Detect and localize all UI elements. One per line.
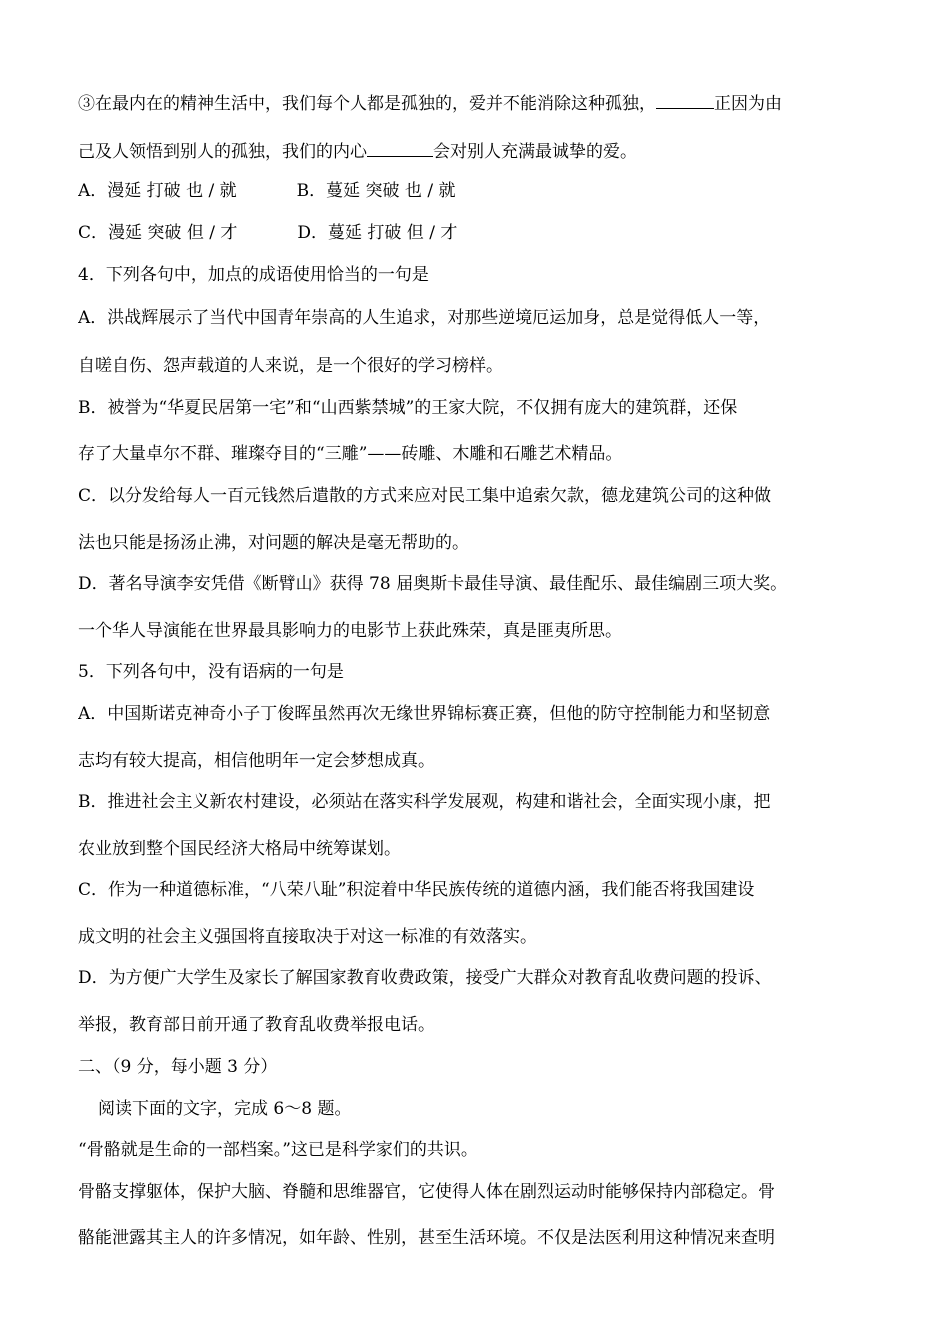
q4-option-c-line2: 法也只能是扬汤止沸，对问题的解决是毫无帮助的。 [78,533,469,553]
q4-option-a-line1: A．洪战辉展示了当代中国青年崇高的人生追求，对那些逆境厄运加身，总是觉得低人一等， [78,308,771,328]
q3-options-row1 [78,180,878,202]
q4-option-d-line2: 一个华人导演能在世界最具影响力的电影节上获此殊荣，真是匪夷所思。 [78,621,622,641]
q5-option-c-line1: C．作为一种道德标准，“八荣八耻”积淀着中华民族传统的道德内涵，我们能否将我国建设 [78,880,755,900]
passage-paragraph2-line1: 骨骼支撑躯体，保护大脑、脊髓和思维器官，它使得人体在剧烈运动时能够保持内部稳定。骨 [78,1182,775,1202]
q4-option-a-line2: 自嗟自伤、怨声载道的人来说，是一个很好的学习榜样。 [78,356,503,376]
q4-option-b-line1: B．被誉为“华夏民居第一宅”和“山西紫禁城”的王家大院，不仅拥有庞大的建筑群，还保 [78,398,738,418]
q3-sentence3-line2 [78,140,878,163]
q4-stem: 4．下列各句中，加点的成语使用恰当的一句是 [78,265,429,285]
option-d: D．蔓延 打破 但 / 才 [297,223,458,243]
q5-option-d-line1: D．为方便广大学生及家长了解国家教育收费政策，接受广大群众对教育乱收费问题的投诉、 [78,968,772,988]
q5-option-a-line1: A．中国斯诺克神奇小子丁俊晖虽然再次无缘世界锦标赛正赛，但他的防守控制能力和坚韧意 [78,704,771,724]
passage-paragraph1: “骨骼就是生命的一部档案。”这已是科学家们的共识。 [78,1140,478,1160]
section2-title: 二、（9 分，每小题 3 分） [78,1057,278,1077]
option-b: B．蔓延 突破 也 / 就 [296,181,456,201]
q3-sentence3-line1 [78,92,878,115]
q5-option-b-line1: B．推进社会主义新农村建设，必须站在落实科学发展观，构建和谐社会，全面实现小康，把 [78,792,771,812]
option-a: A．漫延 打破 也 / 就 [78,181,237,201]
answer-blank [656,92,714,109]
q3-options-row2 [78,222,878,244]
q4-option-b-line2: 存了大量卓尔不群、璀璨夺目的“三雕”——砖雕、木雕和石雕艺术精品。 [78,444,623,464]
text-run: 会对别人充满最诚挚的爱。 [433,142,637,162]
q4-option-d-line1: D．著名导演李安凭借《断臂山》获得 78 届奥斯卡最佳导演、最佳配乐、最佳编剧三项大奖。 [78,574,788,594]
q5-stem: 5．下列各句中，没有语病的一句是 [78,662,344,682]
q5-option-d-line2: 举报，教育部日前开通了教育乱收费举报电话。 [78,1015,435,1035]
text-run: ③在最内在的精神生活中，我们每个人都是孤独的，爱并不能消除这种孤独， [78,94,656,114]
q5-option-b-line2: 农业放到整个国民经济大格局中统筹谋划。 [78,839,401,859]
passage-paragraph2-line2: 骼能泄露其主人的许多情况，如年龄、性别，甚至生活环境。不仅是法医利用这种情况来查明 [78,1228,775,1248]
q5-option-c-line2: 成文明的社会主义强国将直接取决于对这一标准的有效落实。 [78,927,537,947]
text-run: 己及人领悟到别人的孤独，我们的内心 [78,142,367,162]
text-run: 正因为由 [714,94,782,114]
q4-option-c-line1: C．以分发给每人一百元钱然后遣散的方式来应对民工集中追索欠款，德龙建筑公司的这种做 [78,486,772,506]
q5-option-a-line2: 志均有较大提高，相信他明年一定会梦想成真。 [78,751,435,771]
answer-blank [367,140,433,157]
section2-intro: 阅读下面的文字，完成 6～8 题。 [98,1099,352,1119]
option-c: C．漫延 突破 但 / 才 [78,223,238,243]
